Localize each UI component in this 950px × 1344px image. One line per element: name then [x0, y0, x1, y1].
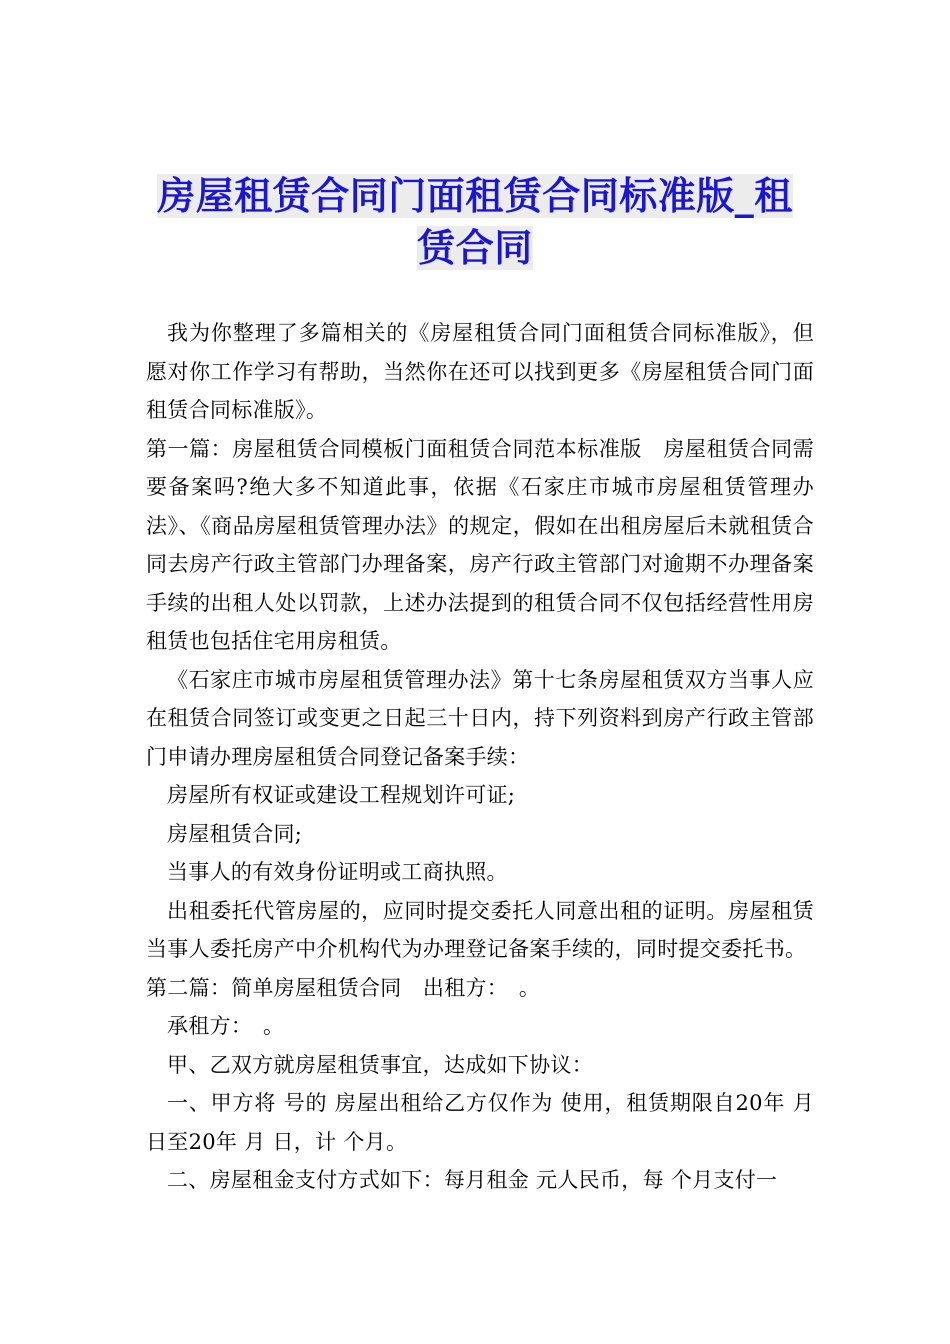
paragraph-section-2: 第二篇：简单房屋租赁合同 出租方： 。: [146, 975, 541, 1000]
paragraph-section-1: 第一篇：房屋租赁合同模板门面租赁合同范本标准版 房屋租赁合同需要备案吗?绝大多不知道此事，依据《石家庄市城市房屋租赁管理办法》、《商品房屋租赁管理办法》的规定，假如在出租房屋后未就租赁合同去房产行政主管部门办理备案，房产行政主管部门对逾期不办理备案手续的出租人处以罚款，上述办法提到的租赁合同不仅包括经营性用房租赁也包括住宅用房租赁。: [146, 436, 814, 653]
paragraph-clause-1: 一、甲方将 号的 房屋出租给乙方仅作为 使用，租赁期限自20年 月 日至20年 月 日，计 个月。: [146, 1091, 814, 1154]
paragraph-clause-2: 二、房屋租金支付方式如下：每月租金 元人民币，每 个月支付一: [167, 1168, 778, 1192]
paragraph-article-17: 《石家庄市城市房屋租赁管理办法》第十七条房屋租赁双方当事人应在租赁合同签订或变更之日起三十日内，持下列资料到房产行政主管部门申请办理房屋租赁合同登记备案手续：: [146, 667, 814, 769]
document-title: [150, 170, 800, 274]
list-item: 当事人的有效身份证明或工商执照。: [167, 860, 508, 884]
paragraph-agreement: 甲、乙双方就房屋租赁事宜，达成如下协议：: [167, 1052, 593, 1077]
paragraph-intro: 我为你整理了多篇相关的《房屋租赁合同门面租赁合同标准版》，但愿对你工作学习有帮助，当然你在还可以找到更多《房屋租赁合同门面租赁合同标准版》。: [146, 321, 814, 422]
paragraph-tenant: 承租方： 。: [167, 1014, 285, 1038]
title-line-2: 赁合同: [417, 226, 533, 270]
document-body: [146, 314, 814, 1200]
title-line-1: 房屋租赁合同门面租赁合同标准版_租: [157, 174, 793, 218]
paragraph-delegation: 出租委托代管房屋的，应同时提交委托人同意出租的证明。房屋租赁当事人委托房产中介机构代为办理登记备案手续的，同时提交委托书。: [146, 898, 814, 961]
list-item: 房屋租赁合同;: [167, 821, 303, 846]
list-item: 房屋所有权证或建设工程规划许可证;: [167, 783, 516, 807]
